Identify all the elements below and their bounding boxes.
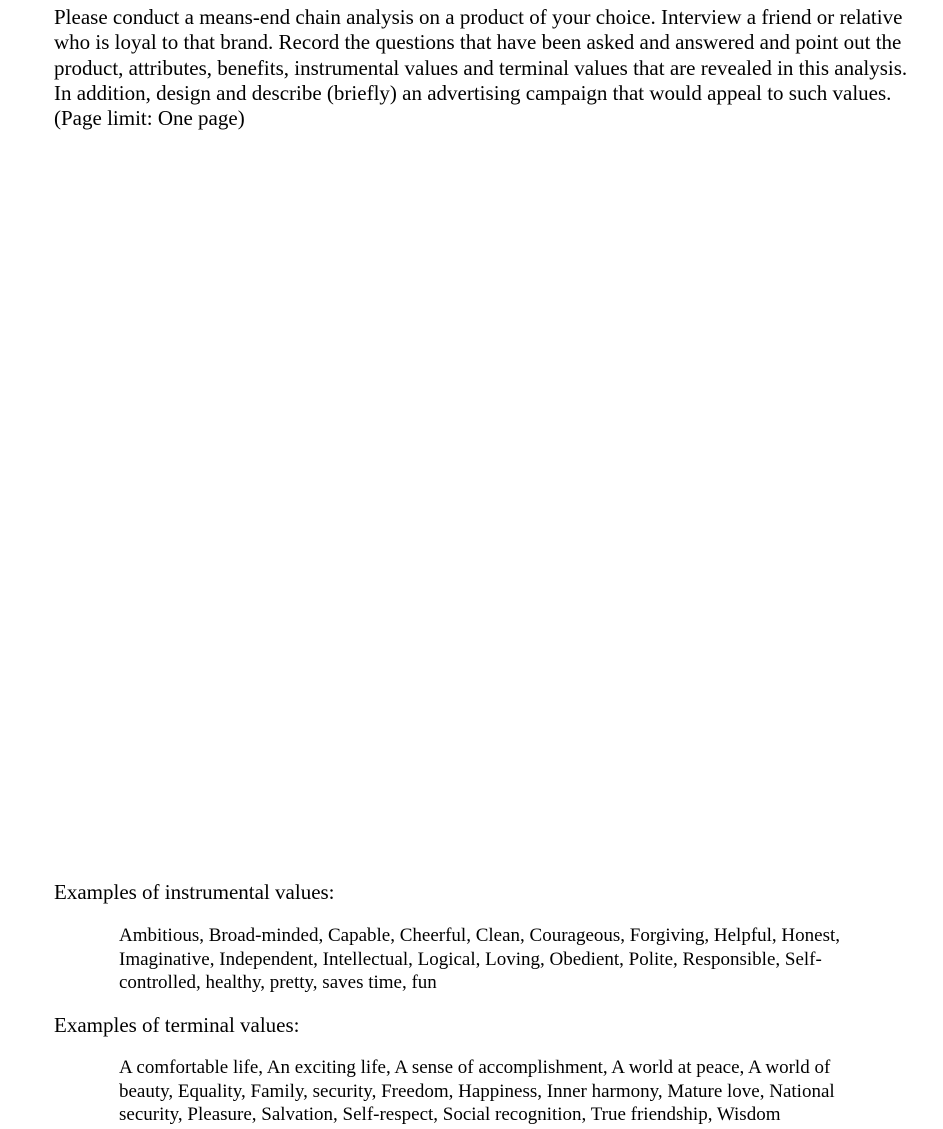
instrumental-values-heading: Examples of instrumental values:	[54, 880, 335, 904]
assignment-prompt: Please conduct a means-end chain analysis on a product of your choice. Interview a friend or relative who is loyal to that brand. Record the questions that have been asked and answered and point out the product, attributes, benefits, instrumental values and terminal values that are revealed in this analysis. In addition, design and describe (briefly) an advertising campaign that would appeal to such values. (Page limit: One page)	[54, 5, 908, 131]
terminal-values-list: A comfortable life, An exciting life, A sense of accomplishment, A world at peace, A world of beauty, Equality, Family, security, Freedom, Happiness, Inner harmony, Mature love, National security, Pleasure, Salvation, Self-respect, Social recognition, True friendship, Wisdom	[119, 1057, 835, 1125]
terminal-values-heading: Examples of terminal values:	[54, 1013, 300, 1037]
instrumental-values-list: Ambitious, Broad-minded, Capable, Cheerful, Clean, Courageous, Forgiving, Helpful, Honest, Imaginative, Independent, Intellectual, Logical, Loving, Obedient, Polite, Responsible, Self-controlled, healthy, pretty, saves time, fun	[119, 925, 841, 993]
